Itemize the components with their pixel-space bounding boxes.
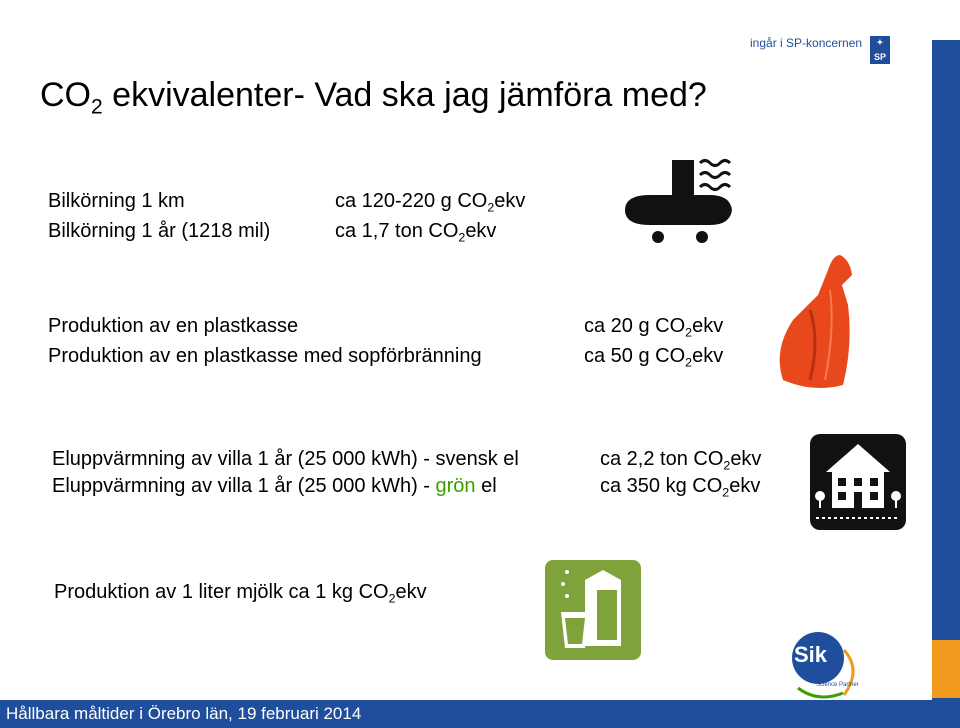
plastic-bag-icon [770, 250, 860, 390]
milk-icon [545, 560, 641, 660]
heat-green-value: ca 350 kg $CO_2ekv$ [600, 475, 761, 500]
bag-label: Produktion av en plastkasse [48, 315, 299, 337]
bag-burn-label: Produktion av en plastkasse med sopförbränning [48, 345, 482, 367]
page-title: $CO_2$ ekvivalenter- Vad ska jag jämföra med? [40, 76, 707, 119]
bag-value: ca 20 g $CO_2ekv$ [584, 315, 724, 340]
house-icon [808, 432, 908, 532]
car-year-value: ca 1,7 ton $CO_2ekv$ [335, 220, 497, 245]
sik-ring-text: Science Partner [816, 682, 859, 688]
sidebar-top-gap [932, 0, 960, 40]
heat-green-label: Eluppvärmning av villa 1 år (25 000 kWh) - grön el [52, 475, 497, 497]
bag-burn-value: ca 50 g $CO_2ekv$ [584, 345, 724, 370]
heat-swedish-label: Eluppvärmning av villa 1 år (25 000 kWh) - svensk el [52, 448, 519, 470]
car-km-label: Bilkörning 1 km [48, 190, 185, 212]
sik-logo [788, 630, 868, 700]
car-exhaust-icon [620, 155, 735, 250]
car-km-value: ca 120-220 g $CO_2ekv$ [335, 190, 526, 215]
group-label: ingår i SP-koncernen [750, 36, 863, 50]
milk-label: Produktion av 1 liter mjölk ca 1 kg $CO_2ekv$ [54, 581, 427, 606]
footer-bar [0, 700, 932, 728]
sidebar-orange-block [932, 640, 960, 698]
car-year-label: Bilkörning 1 år (1218 mil) [48, 220, 271, 242]
sp-logo: ✦ SP [870, 36, 890, 64]
right-sidebar-bar [932, 0, 960, 728]
footer-text: Hållbara måltider i Örebro län, 19 februari 2014 [6, 704, 362, 723]
heat-swedish-value: ca 2,2 ton $CO_2ekv$ [600, 448, 762, 473]
sik-logo-text: Sik [794, 642, 828, 667]
